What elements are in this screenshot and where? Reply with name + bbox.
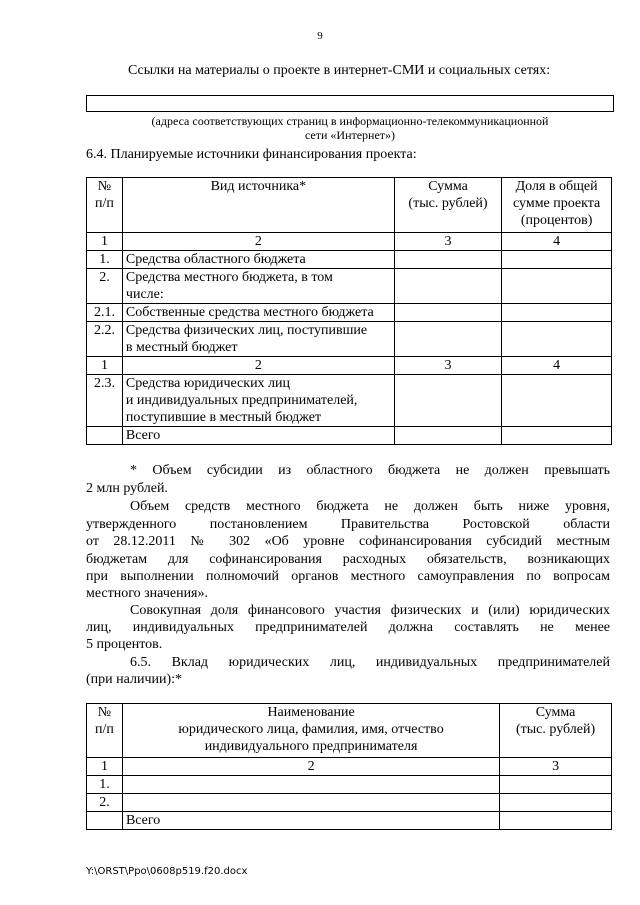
table-row: [87, 304, 612, 322]
note-line: лиц, индивидуальных предпринимателей должна составлять не менее: [86, 620, 610, 635]
note-line: бюджетам для софинансирования расходных обязательств, возникающих: [86, 552, 610, 567]
section-6-5-title: 6.5. Вклад юридических лиц, индивидуальных предпринимателей: [130, 655, 610, 670]
total-row: [87, 427, 612, 445]
section-6-5-title-cont: (при наличии):*: [86, 672, 183, 687]
col-number: 2: [122, 357, 394, 375]
header-number: № п/п: [87, 704, 123, 758]
row-number: 2.2.: [87, 322, 123, 357]
header-source-type: Вид источника*: [122, 178, 394, 233]
row-label: Средства областного бюджета: [122, 251, 394, 269]
amount-cell[interactable]: [394, 251, 502, 269]
col-number: 1: [87, 233, 123, 251]
col-number: 4: [502, 233, 612, 251]
numbering-row: [87, 357, 612, 375]
row-number: [87, 812, 123, 830]
total-row: [87, 812, 612, 830]
amount-cell[interactable]: [500, 794, 612, 812]
contributions-table: [86, 703, 612, 830]
table-row: [87, 251, 612, 269]
note-line: местного значения».: [86, 586, 208, 601]
name-cell[interactable]: [122, 794, 499, 812]
name-cell[interactable]: [122, 776, 499, 794]
note-line: 2 млн рублей.: [86, 481, 168, 496]
note-line: утвержденного постановлением Правительства Ростовской области: [86, 517, 610, 532]
col-number: 3: [394, 357, 502, 375]
financing-sources-table: [86, 177, 612, 445]
row-number: [87, 427, 123, 445]
amount-cell[interactable]: [394, 304, 502, 322]
table-row: [87, 375, 612, 427]
col-number: 1: [87, 758, 123, 776]
amount-cell[interactable]: [500, 776, 612, 794]
note-line: Совокупная доля финансового участия физических и (или) юридических: [130, 603, 610, 618]
row-number: 2.3.: [87, 375, 123, 427]
row-number: 2.1.: [87, 304, 123, 322]
row-number: 2.: [87, 794, 123, 812]
row-label: Средства физических лиц, поступившие в местный бюджет: [122, 322, 394, 357]
share-cell[interactable]: [502, 375, 612, 427]
table-header-row: [87, 704, 612, 758]
col-number: 1: [87, 357, 123, 375]
note-line: Объем средств местного бюджета не должен быть ниже уровня,: [130, 499, 610, 514]
note-line: при выполнении полномочий органов местного самоуправления по вопросам: [86, 569, 610, 584]
table-header-row: [87, 178, 612, 233]
table-row: [87, 776, 612, 794]
share-cell[interactable]: [502, 322, 612, 357]
col-number: 4: [502, 357, 612, 375]
total-label: Всего: [122, 812, 499, 830]
numbering-row: [87, 233, 612, 251]
header-share: Доля в общей сумме проекта (процентов): [502, 178, 612, 233]
numbering-row: [87, 758, 612, 776]
amount-cell[interactable]: [394, 269, 502, 304]
note-line: от 28.12.2011 № 302 «Об уровне софинансирования субсидий местным: [86, 534, 610, 549]
links-field[interactable]: [86, 95, 614, 112]
row-number: 2.: [87, 269, 123, 304]
row-number: 1.: [87, 251, 123, 269]
row-label: Собственные средства местного бюджета: [122, 304, 394, 322]
table-row: [87, 322, 612, 357]
header-amount: Сумма (тыс. рублей): [394, 178, 502, 233]
table-row: [87, 269, 612, 304]
row-label: Средства юридических лиц и индивидуальных предпринимателей, поступившие в местный бюджет: [122, 375, 394, 427]
col-number: 3: [500, 758, 612, 776]
header-number: № п/п: [87, 178, 123, 233]
col-number: 2: [122, 758, 499, 776]
header-amount: Сумма (тыс. рублей): [500, 704, 612, 758]
total-label: Всего: [122, 427, 394, 445]
share-cell[interactable]: [502, 304, 612, 322]
links-caption-line: (адреса соответствующих страниц в информационно-телекоммуникационной: [151, 114, 549, 128]
links-caption: [86, 114, 614, 142]
file-path-footer: Y:\ORST\Ppo\0608p519.f20.docx: [86, 866, 248, 877]
col-number: 3: [394, 233, 502, 251]
row-number: 1.: [87, 776, 123, 794]
header-name: Наименование юридического лица, фамилия, имя, отчество индивидуального предпринимателя: [122, 704, 499, 758]
links-caption-line: сети «Интернет»): [304, 128, 396, 142]
share-cell[interactable]: [502, 251, 612, 269]
note-line: * Объем субсидии из областного бюджета не должен превышать: [130, 463, 610, 478]
share-cell[interactable]: [502, 269, 612, 304]
col-number: 2: [122, 233, 394, 251]
amount-cell[interactable]: [394, 375, 502, 427]
amount-cell[interactable]: [394, 322, 502, 357]
links-heading: Ссылки на материалы о проекте в интернет-СМИ и социальных сетях:: [128, 63, 551, 78]
page-number: 9: [317, 30, 323, 42]
row-label: Средства местного бюджета, в том числе:: [122, 269, 394, 304]
amount-cell[interactable]: [394, 427, 502, 445]
share-cell[interactable]: [502, 427, 612, 445]
amount-cell[interactable]: [500, 812, 612, 830]
note-line: 5 процентов.: [86, 637, 163, 652]
section-6-4-title: 6.4. Планируемые источники финансирования проекта:: [86, 147, 417, 162]
table-row: [87, 794, 612, 812]
